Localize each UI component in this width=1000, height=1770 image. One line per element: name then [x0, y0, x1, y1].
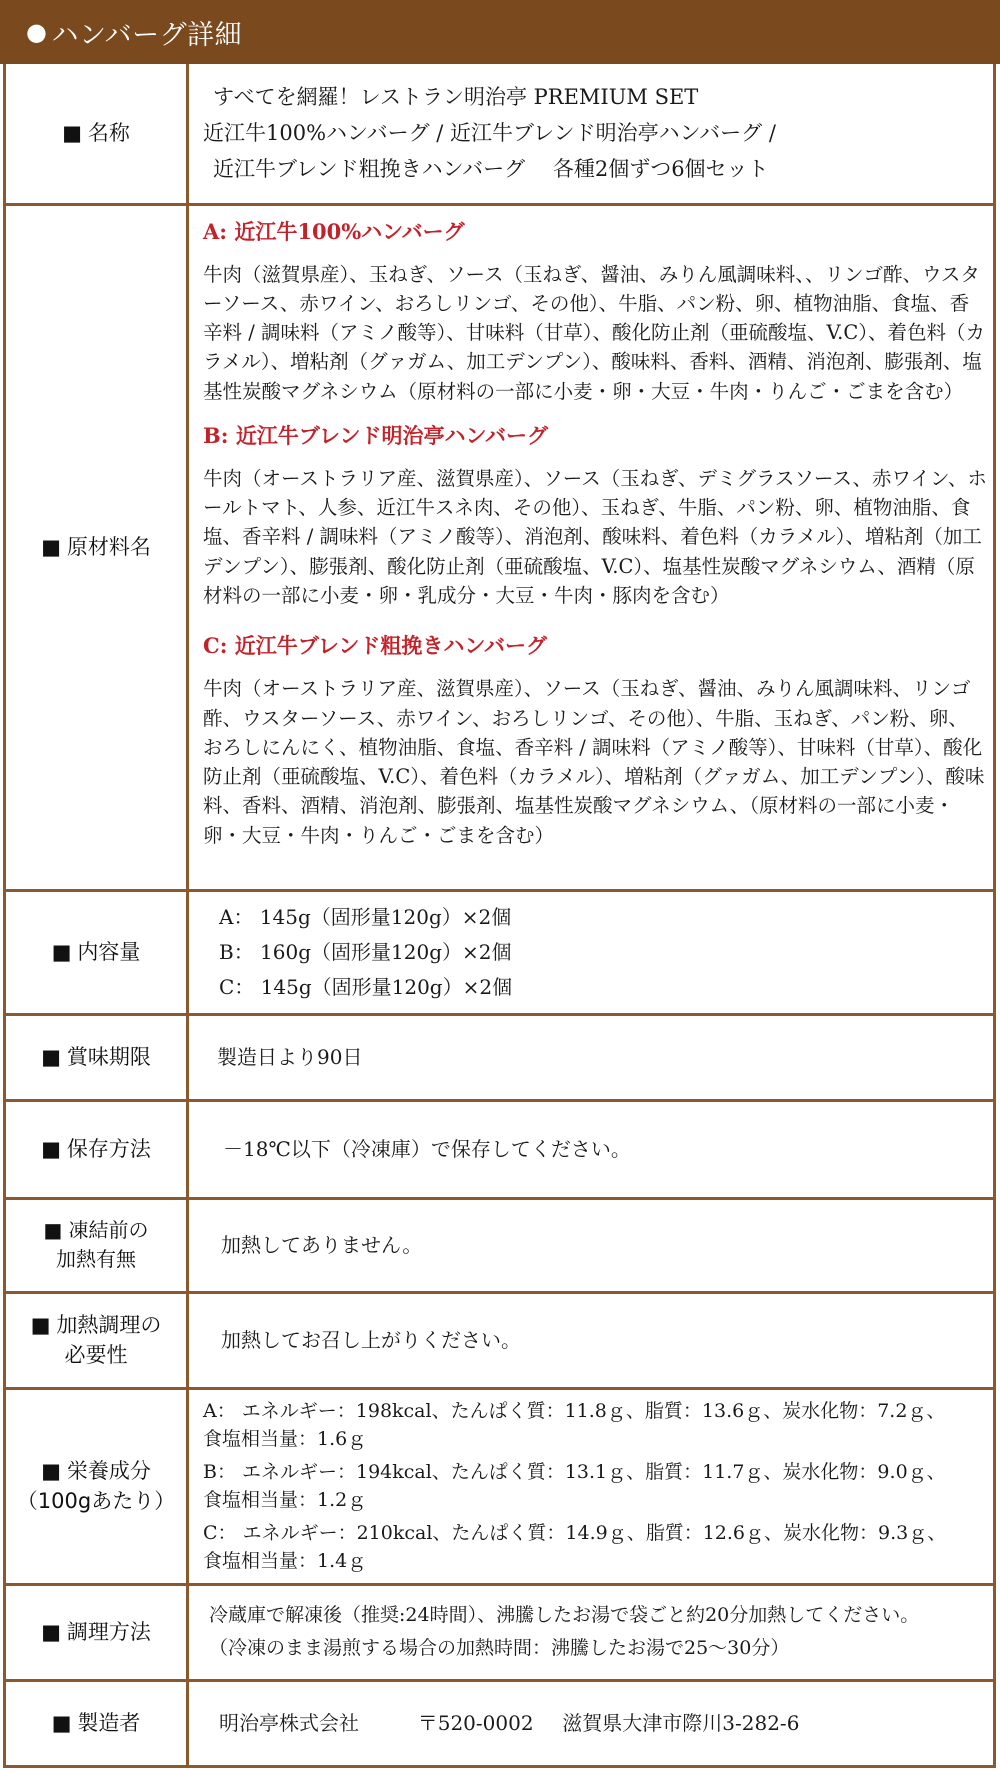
row-ingredients [5, 204, 995, 890]
row-cooking-need [5, 1292, 995, 1388]
ingredient-block [203, 628, 987, 850]
ingredient-text: 牛肉（滋賀県産）、玉ねぎ、ソース（玉ねぎ、醤油、みりん風調味料、、リンゴ酢、ウスターソース、赤ワイン、おろしリンゴ、その他）、牛脂、パン粉、卵、植物油脂、食塩、香辛料 / 調味料（アミノ酸等）、甘味料（甘草）、酸化防止剤（亜硫酸塩、V.C）、着色料（カラメル）、増粘剤（グァガム、加工デンプン）、酸味料、香料、酒精、消泡剤、膨張剤、塩基性炭酸マグネシウム（原材料の一部に小麦・卵・大豆・牛肉・りんご・ごまを含む） [203, 262, 986, 403]
square-bullet: ■ [41, 534, 61, 559]
row-value [188, 1014, 995, 1100]
row-value [188, 890, 995, 1014]
nutrition-item [203, 1397, 987, 1454]
row-label: ■ 凍結前の 加熱有無 [5, 1198, 188, 1292]
row-label: ■ 加熱調理の 必要性 [5, 1292, 188, 1388]
row-storage [5, 1100, 995, 1198]
method-line: （冷凍のまま湯煎する場合の加熱時間：沸騰したお湯で25～30分） [209, 1637, 790, 1659]
row-nutrition [5, 1388, 995, 1584]
square-bullet: ■ [51, 1710, 72, 1735]
row-value [188, 64, 995, 204]
cooking-need-value: 加熱してお召し上がりください。 [221, 1327, 521, 1352]
product-line: 近江牛100%ハンバーグ / 近江牛ブレンド明治亭ハンバーグ / [203, 121, 776, 146]
nutrition-item [203, 1519, 987, 1576]
square-bullet: ■ [43, 1218, 63, 1242]
square-bullet: ■ [41, 1044, 61, 1069]
content-line: C： 145g（固形量120g）×2個 [219, 974, 513, 999]
row-expiry [5, 1014, 995, 1100]
row-value [188, 1680, 995, 1766]
row-method [5, 1584, 995, 1680]
maker-address: 滋賀県大津市際川3-282-6 [562, 1710, 800, 1735]
bullet-dot: ● [26, 18, 48, 46]
ingredient-title: B: 近江牛ブレンド明治亭ハンバーグ [203, 422, 548, 448]
row-value [188, 1292, 995, 1388]
square-bullet: ■ [62, 121, 82, 146]
content-line: A： 145g（固形量120g）×2個 [219, 904, 512, 929]
ingredient-text: 牛肉（オーストラリア産、滋賀県産）、ソース（玉ねぎ、デミグラスソース、赤ワイン、ホールトマト、人参、近江牛スネ肉、その他）、玉ねぎ、牛脂、パン粉、卵、植物油脂、食塩、香辛料 / 調味料（アミノ酸等）、消泡剤、酸味料、着色料（カラメル）、増粘剤（加工デンプン）、膨張剤、酸化防止剤（亜硫酸塩、V.C）、塩基性炭酸マグネシウム、酒精（原材料の一部に小麦・卵・乳成分・大豆・牛肉・豚肉を含む） [203, 466, 987, 607]
product-title: すべてを網羅！レストラン明治亭 PREMIUM SET [213, 85, 699, 110]
product-line: 近江牛ブレンド粗挽きハンバーグ 各種2個ずつ6個セット [213, 157, 769, 182]
row-value [188, 1388, 995, 1584]
method-line: 冷蔵庫で解凍後（推奨:24時間）、沸騰したお湯で袋ごと約20分加熱してください。 [209, 1604, 920, 1627]
expiry-value: 製造日より90日 [217, 1044, 363, 1069]
row-label: ■ 調理方法 [5, 1584, 188, 1680]
row-value [188, 1584, 995, 1680]
square-bullet: ■ [30, 1312, 51, 1337]
square-bullet: ■ [41, 1619, 61, 1644]
content-line: B： 160g（固形量120g）×2個 [219, 939, 512, 964]
row-label: ■ 栄養成分 （100gあたり） [5, 1388, 188, 1584]
square-bullet: ■ [51, 939, 72, 964]
row-label: ■ 原材料名 [5, 204, 188, 890]
row-label: ■ 製造者 [5, 1680, 188, 1766]
ingredient-title: A: 近江牛100%ハンバーグ [203, 218, 465, 244]
square-bullet: ■ [41, 1136, 61, 1161]
row-value [188, 204, 995, 890]
section-title: ハンバーグ詳細 [51, 19, 243, 51]
row-preheat [5, 1198, 995, 1292]
row-value [188, 1198, 995, 1292]
maker-company: 明治亭株式会社 [219, 1710, 359, 1735]
nutrition-item [203, 1458, 987, 1515]
maker-postal: 〒520-0002 [417, 1710, 534, 1735]
row-maker [5, 1680, 995, 1766]
row-label: ■ 保存方法 [5, 1100, 188, 1198]
row-value [188, 1100, 995, 1198]
ingredient-block [203, 214, 987, 406]
spec-table [3, 64, 996, 1768]
ingredient-title: C: 近江牛ブレンド粗挽きハンバーグ [203, 633, 547, 659]
square-bullet: ■ [41, 1458, 61, 1483]
preheat-value: 加熱してありません。 [221, 1232, 423, 1257]
ingredient-text: 牛肉（オーストラリア産、滋賀県産）、ソース（玉ねぎ、醤油、みりん風調味料、リンゴ酢、ウスターソース、赤ワイン、おろしリンゴ、その他）、牛脂、玉ねぎ、パン粉、卵、おろしにんにく、植物油脂、食塩、香辛料 / 調味料（アミノ酸等）、甘味料（甘草）、酸化防止剤（亜硫酸塩、V.C）、着色料（カラメル）、増粘剤（グァガム、加工デンプン）、酸味料、香料、酒精、消泡剤、膨張剤、塩基性炭酸マグネシウム、（原材料の一部に小麦・卵・大豆・牛肉・りんご・ごまを含む） [203, 677, 985, 847]
row-label: ■ 名称 [5, 64, 188, 204]
row-label: ■ 賞味期限 [5, 1014, 188, 1100]
section-header [0, 0, 1000, 64]
nutrition-line: A： エネルギー：198kcal、たんぱく質：11.8ｇ、脂質：13.6ｇ、炭水化物：7.2ｇ、 食塩相当量：1.6ｇ [203, 1399, 946, 1450]
storage-value: －18℃以下（冷凍庫）で保存してください。 [223, 1136, 631, 1161]
row-label: ■ 内容量 [5, 890, 188, 1014]
ingredient-block [203, 418, 987, 610]
row-content [5, 890, 995, 1014]
row-name [5, 64, 995, 204]
nutrition-line: C： エネルギー：210kcal、たんぱく質：14.9ｇ、脂質：12.6ｇ、炭水化物：9.3ｇ、 食塩相当量：1.4ｇ [203, 1521, 947, 1572]
nutrition-line: B： エネルギー：194kcal、たんぱく質：13.1ｇ、脂質：11.7ｇ、炭水化物：9.0ｇ、 食塩相当量：1.2ｇ [203, 1460, 946, 1511]
